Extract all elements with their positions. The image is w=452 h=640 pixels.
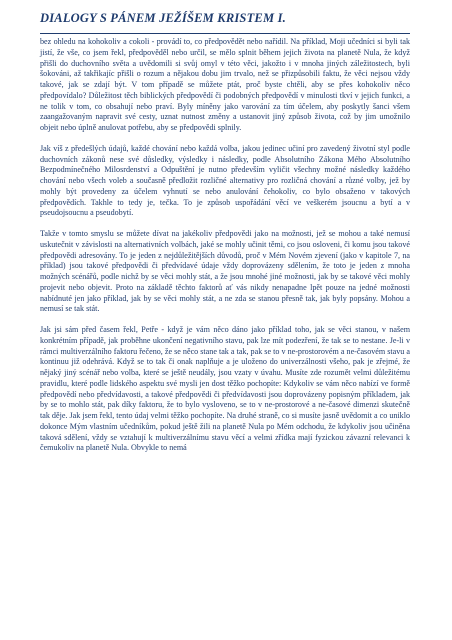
paragraph-1: bez ohledu na kohokoliv a cokoli - provádí to, co předpovědět nebo nařídil. Na příklad, Moji učedníci si byli tak jistí, že vše, co jsem řekl, předpověděl nebo určil, se mělo splnit během jejich života na planetě Nula, že když přišli do duchovního světa a uvědomili si svůj omyl v této věci, jakožto i v mnoha jiných záležitostech, byli šokováni, až takřikajíc přišli o rozum a nějakou dobu jim trvalo, než se přizpůsobili faktu, že věci nejsou vždy takové, jak se zdají být. V tom případě se můžete ptát, proč byste chtěli, aby se přes kohokoliv něco předpovídalo? Důležitost těch biblických předpovědí či podobných předpovědí v minulosti tkví v jejich funkci, a ne tolik v tom, co obsahují nebo praví. Byly míněny jako varování za tím účelem, aby poskytly šanci všem zaangažovaným napravit své cesty, uznat nutnost změny a ustanovit jiný způsob života, což by jim umožnilo objeit nebo úplně anulovat potřebu, aby se předpovědi splnily.	[40, 37, 410, 132]
page-header-title: DIALOGY S PÁNEM JEŽÍŠEM KRISTEM I.	[40, 11, 286, 25]
header-rule	[40, 33, 410, 34]
paragraph-3: Takže v tomto smyslu se můžete dívat na jakékoliv předpovědi jako na možnosti, jež se mohou a také nemusí uskutečnit v závislosti na alternativních volbách, jaké se mohly učinit těmi, co jsou osloveni, či komu jsou takové předpovědi adresovány. To je jeden z nejdůležitějších důvodů, proč v Mém Novém zjevení (jako v kapitole 7, na příklad) jsou takové předpovědi či předvídavé údaje vždy doprovázeny sdělením, že toto je jeden z mnoha možných scénářů, podle nichž by se věci mohly stát, a že jsou mnohé jiné možnosti, jak by se takové věci mohly projevit nebo objevit. Proto na základě těchto faktorů ať vás nikdy nenapadne lpět pouze na jedné možnosti nabídnuté jen jako příklad, jak by se věci mohly stát, a ne zda se stanou přesně tak, jak byly popsány. Mohou a nemusí se tak stát.	[40, 229, 410, 314]
body-text	[40, 37, 410, 454]
paragraph-2: Jak víš z předešlých údajů, každé chování nebo každá volba, jakou jedinec učiní pro zavedený životní styl podle duchovních zákonů nese své důsledky, výsledky i následky, podle Absolutního Zákona Mého Absolutního Bezpodmínečného Milosrdenství a Odpuštění je nutno především vyličit všechny možné následky každého chování nebo všech voleb a současně předložit rozličné alternativy pro rozličná chování a různé volby, jež by mohly být provedeny za účelem vyhnutí se nebo anulování čehokoliv, co bylo obsaženo v takových předpovědích. Takhle to tedy je, tečka. To je způsob uspořádání věcí ve veškerém jsoucnu a bytí a v pseudojsoucnu a pseudobytí.	[40, 143, 410, 218]
paragraph-4: Jak jsi sám před časem řekl, Petře - když je vám něco dáno jako příklad toho, jak se věci stanou, v našem konkrétním případě, jak proběhne ukončení negativního stavu, pak lze mít podezření, že tak se to nestane. Je-li v rámci multiverzálního faktoru řečeno, že se něco stane tak a tak, pak se to v ne-prostorovém a ne-časovém stavu a kontinuu již odehrává. Když se to tak či onak naplňuje a je uloženo do univerzálnosti všeho, pak je zřejmé, že nějaký jiný scénář nebo volba, které se ještě neudály, jsou vzaty v úvahu. Musíte zde rozumět velmi důležitému pravidlu, které podle lidského aspektu své mysli jen dost těžko pochopíte: Kdykoliv se vám něco nabízí ve formě předpovědí nebo předvídavosti, a takové předpovědi či předvídavosti jsou doprovázeny popisným příkladem, jak by se to mohlo stát, pak díky faktoru, že to bylo vysloveno, se to v ne-prostorové a ne-časové dimenzi skutečně tak děje. Jak jsem řekl, tento údaj velmi těžko pochopíte. Na druhé straně, co si musíte jasně uvědomit a co uniklo dokonce Mým vlastním učedníkům, pokud ještě žili na planetě Nula po Mém odchodu, že kdykoliv jsou učiněna taková sdělení, vždy se vztahují k multiverzálnímu stavu věcí a velmi zřídka mají fyzickou závazní relevanci k čemukoliv na planetě Nula. Obvykle to nemá	[40, 325, 410, 453]
